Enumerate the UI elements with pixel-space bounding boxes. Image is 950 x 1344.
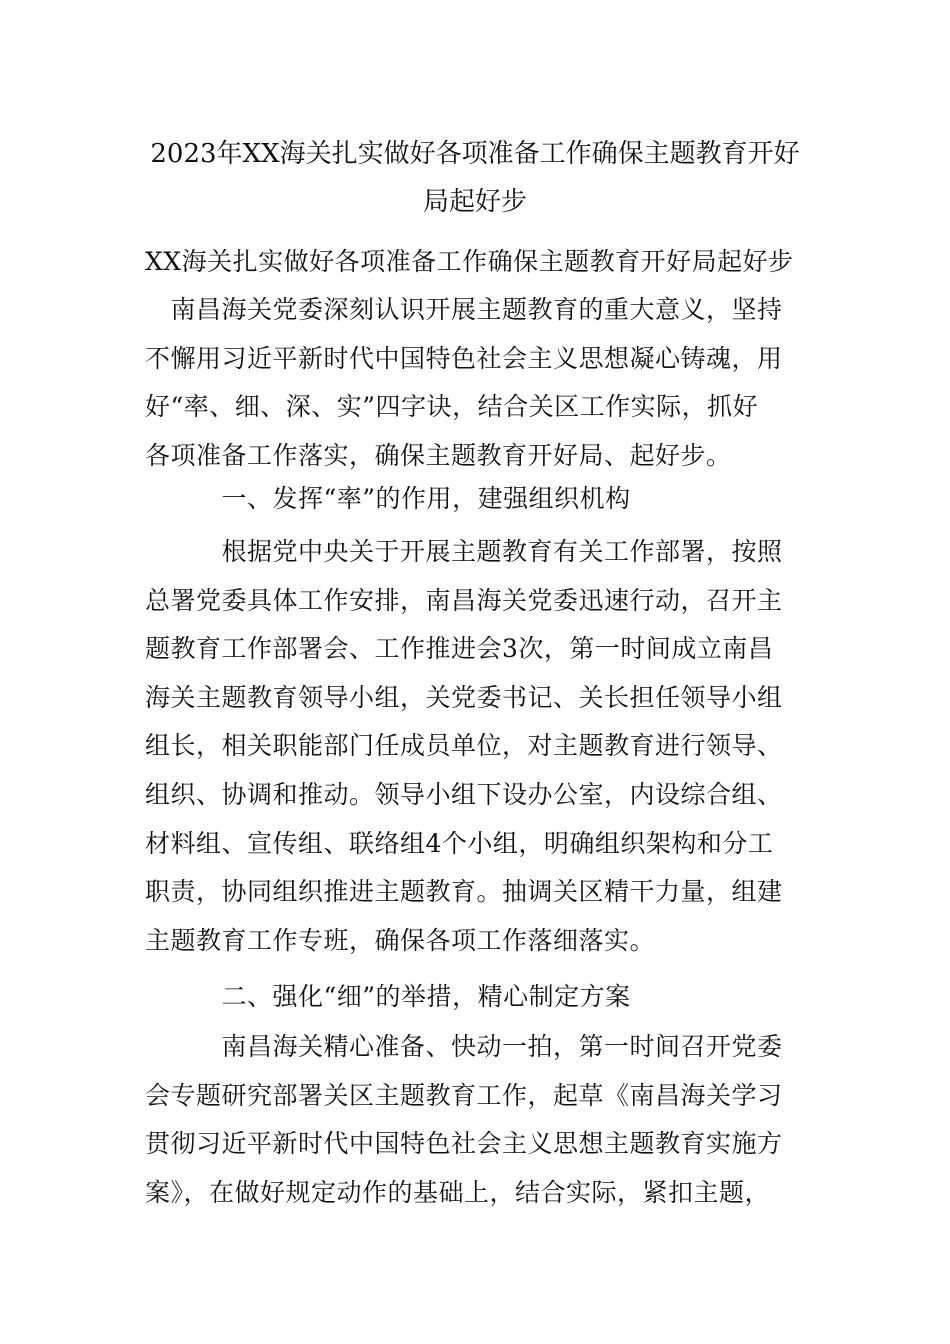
section-heading-text: 一、发挥“率”的作用，建强组织机构 [145,484,631,513]
paragraph-line: 组长，相关职能部门任成员单位，对主题教育进行领导、 [145,731,783,761]
section-1-heading [145,475,810,524]
paragraph-line: 材料组、宣传组、联络组4个小组，明确组织架构和分工 [145,828,774,858]
section-1-paragraph [145,528,810,965]
document-subtitle [145,238,810,287]
section-heading-text: 二、强化“细”的举措，精心制定方案 [145,982,631,1011]
section-2-heading [145,973,810,1022]
paragraph-line: 案》，在做好规定动作的基础上，结合实际，紧扣主题， [145,1177,771,1207]
paragraph-line: 根据党中央关于开展主题教育有关工作部署，按照 [145,537,783,566]
paragraph-line: 各项准备工作落实，确保主题教育开好局、起好步。 [145,440,732,470]
document-title-line-1: 2023年XX海关扎实做好各项准备工作确保主题教育开好 [150,139,800,169]
paragraph-line: 好“率、细、深、实”四字诀，结合关区工作实际，抓好 [145,392,759,422]
subtitle-text: XX海关扎实做好各项准备工作确保主题教育开好局起好步 [145,247,794,276]
paragraph-line: 不懈用习近平新时代中国特色社会主义思想凝心铸魂，用 [145,343,783,373]
paragraph-line: 题教育工作部署会、工作推进会3次，第一时间成立南昌 [145,634,774,664]
paragraph-line: 海关主题教育领导小组，关党委书记、关长担任领导小组 [145,682,783,712]
paragraph-line: 总署党委具体工作安排，南昌海关党委迅速行动，召开主 [145,585,783,615]
document-title-line-2: 局起好步 [422,187,527,217]
paragraph-line: 会专题研究部署关区主题教育工作，起草《南昌海关学习 [145,1080,783,1110]
paragraph-line: 南昌海关精心准备、快动一拍，第一时间召开党委 [145,1032,783,1061]
paragraph-line: 职责，协同组织推进主题教育。抽调关区精干力量，组建 [145,877,783,907]
section-2-paragraph [145,1023,810,1217]
intro-paragraph [145,286,810,480]
paragraph-line: 主题教育工作专班，确保各项工作落细落实。 [145,925,656,955]
paragraph-line: 南昌海关党委深刻认识开展主题教育的重大意义，坚持 [145,295,783,324]
paragraph-line: 贯彻习近平新时代中国特色社会主义思想主题教育实施方 [145,1129,783,1159]
paragraph-line: 组织、协调和推动。领导小组下设办公室，内设综合组、 [145,779,783,809]
